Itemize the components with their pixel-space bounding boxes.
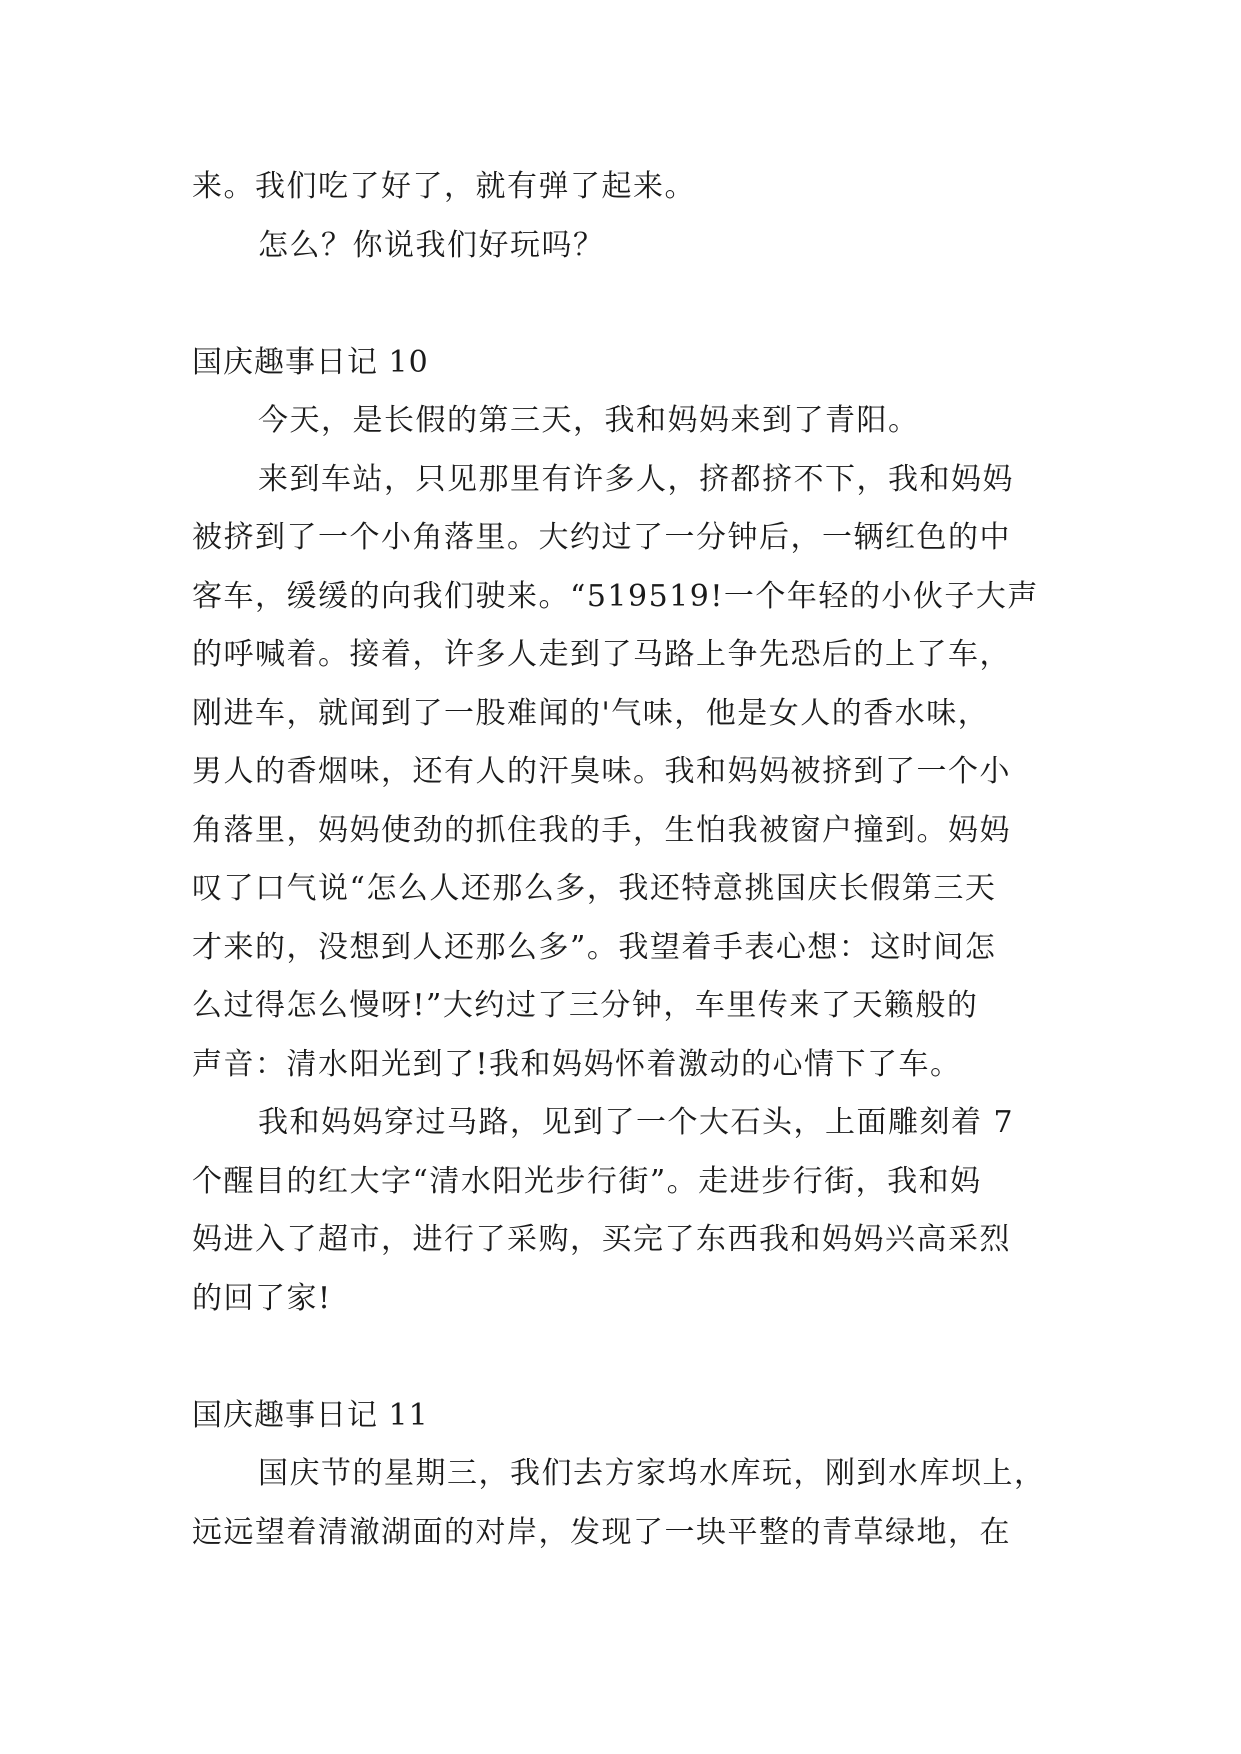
text-line: 的回了家! bbox=[192, 1280, 332, 1316]
document-page bbox=[192, 158, 1062, 1562]
text-line: 叹了口气说“怎么人还那么多，我还特意挑国庆长假第三天 bbox=[192, 871, 997, 906]
text-line: 被挤到了一个小角落里。大约过了一分钟后，一辆红色的中 bbox=[192, 520, 1011, 555]
text-line: 男人的香烟味，还有人的汗臭味。我和妈妈被挤到了一个小 bbox=[192, 754, 1011, 789]
text-line: 个醒目的红大字“清水阳光步行街”。走进步行街，我和妈 bbox=[192, 1163, 982, 1199]
text-line: 刚进车，就闻到了一股难闻的'气味，他是女人的香水味， bbox=[192, 695, 990, 731]
text-line: 声音：清水阳光到了!我和妈妈怀着激动的心情下了车。 bbox=[192, 1046, 962, 1082]
text-line: 妈进入了超市，进行了采购，买完了东西我和妈妈兴高采烈 bbox=[192, 1222, 1011, 1257]
text-line: 来。我们吃了好了，就有弹了起来。 bbox=[192, 169, 696, 204]
paragraph-first-line: 怎么？你说我们好玩吗？ bbox=[258, 227, 605, 263]
text-line: 才来的，没想到人还那么多”。我望着手表心想：这时间怎 bbox=[192, 929, 997, 965]
paragraph-first-line: 来到车站，只见那里有许多人，挤都挤不下，我和妈妈 bbox=[258, 461, 1014, 497]
paragraph-gap bbox=[192, 1328, 1062, 1387]
paragraph-gap bbox=[192, 275, 1062, 334]
text-line: 么过得怎么慢呀!”大约过了三分钟，车里传来了天籁般的 bbox=[192, 988, 979, 1023]
text-line: 客车，缓缓的向我们驶来。“519519!一个年轻的小伙子大声 bbox=[192, 578, 1039, 614]
paragraph-first-line: 国庆节的星期三，我们去方家坞水库玩，刚到水库坝上， bbox=[258, 1456, 1046, 1491]
paragraph-first-line: 今天，是长假的第三天，我和妈妈来到了青阳。 bbox=[258, 403, 920, 438]
section-heading: 国庆趣事日记 11 bbox=[192, 1397, 429, 1433]
paragraph-first-line: 我和妈妈穿过马路，见到了一个大石头，上面雕刻着 7 bbox=[258, 1105, 1015, 1140]
text-line: 角落里，妈妈使劲的抓住我的手，生怕我被窗户撞到。妈妈 bbox=[192, 812, 1011, 848]
text-line: 的呼喊着。接着，许多人走到了马路上争先恐后的上了车， bbox=[192, 637, 1011, 672]
section-heading: 国庆趣事日记 10 bbox=[192, 344, 429, 380]
text-line: 远远望着清澈湖面的对岸，发现了一块平整的青草绿地，在 bbox=[192, 1514, 1011, 1550]
